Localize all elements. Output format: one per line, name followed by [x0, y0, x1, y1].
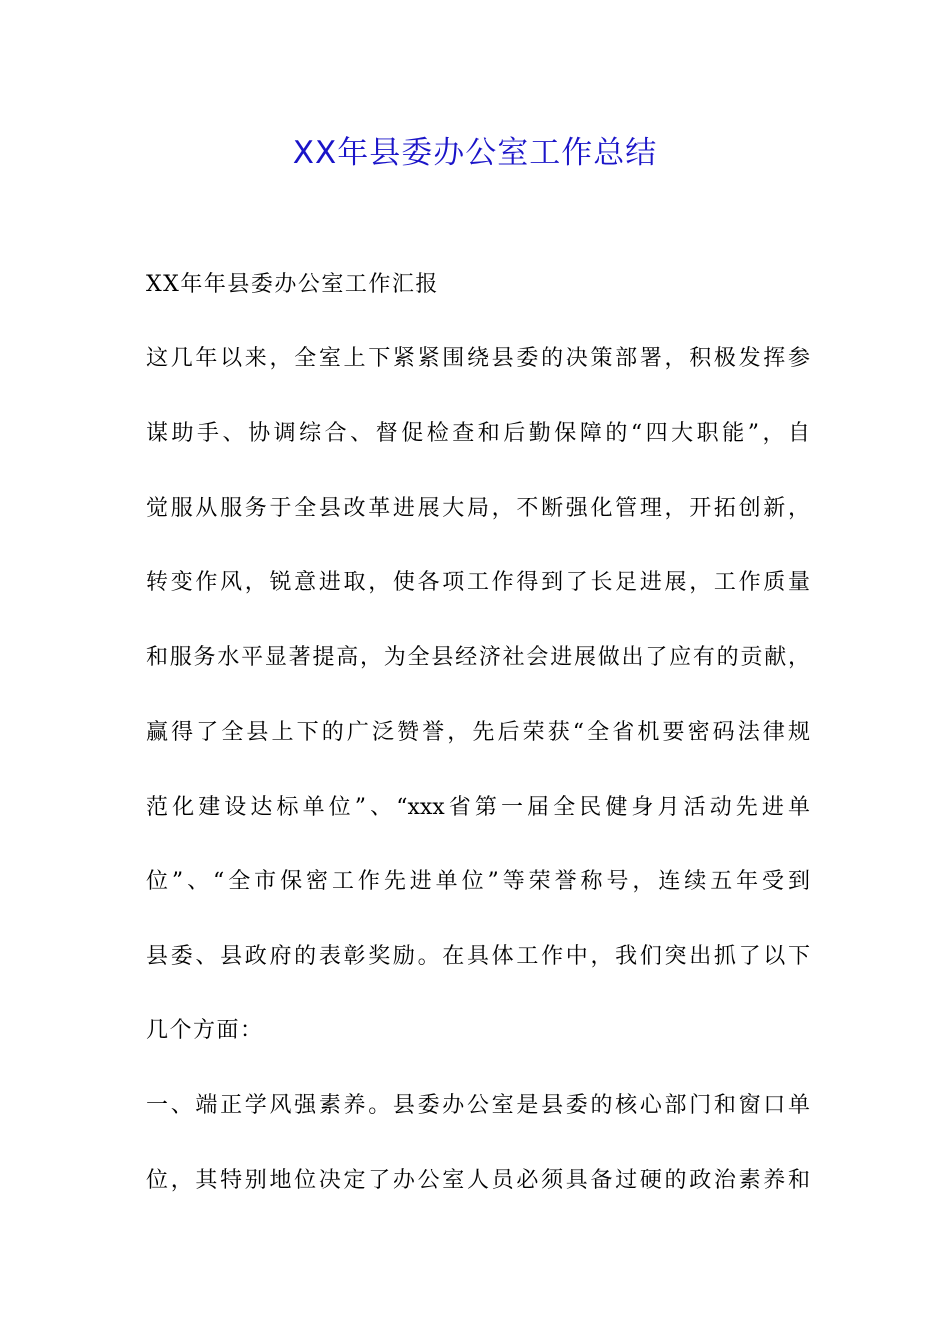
body-line: 范化建设达标单位”、“xxx省第一届全民健身月活动先进单 — [146, 795, 810, 820]
body-line: 赢得了全县上下的广泛赞誉，先后荣获“全省机要密码法律规 — [146, 720, 810, 745]
document-subtitle: XX年年县委办公室工作汇报 — [146, 272, 439, 297]
body-line: 转变作风，锐意进取，使各项工作得到了长足进展，工作质量 — [146, 570, 810, 595]
body-line: 觉服从服务于全县改革进展大局，不断强化管理，开拓创新， — [146, 496, 810, 521]
body-line: 这几年以来，全室上下紧紧围绕县委的决策部署，积极发挥参 — [146, 346, 810, 371]
body-line: 一、端正学风强素养。县委办公室是县委的核心部门和窗口单 — [146, 1093, 810, 1118]
body-line: 县委、县政府的表彰奖励。在具体工作中，我们突出抓了以下 — [146, 944, 810, 969]
body-line: 位”、“全市保密工作先进单位”等荣誉称号，连续五年受到 — [146, 869, 810, 894]
body-line: 谋助手、协调综合、督促检查和后勤保障的“四大职能”，自 — [146, 421, 810, 446]
document-title: XX年县委办公室工作总结 — [292, 135, 658, 171]
body-line: 位，其特别地位决定了办公室人员必须具备过硬的政治素养和 — [146, 1168, 810, 1193]
body-line: 几个方面： — [146, 1018, 264, 1043]
body-line: 和服务水平显著提高，为全县经济社会进展做出了应有的贡献， — [146, 645, 810, 670]
